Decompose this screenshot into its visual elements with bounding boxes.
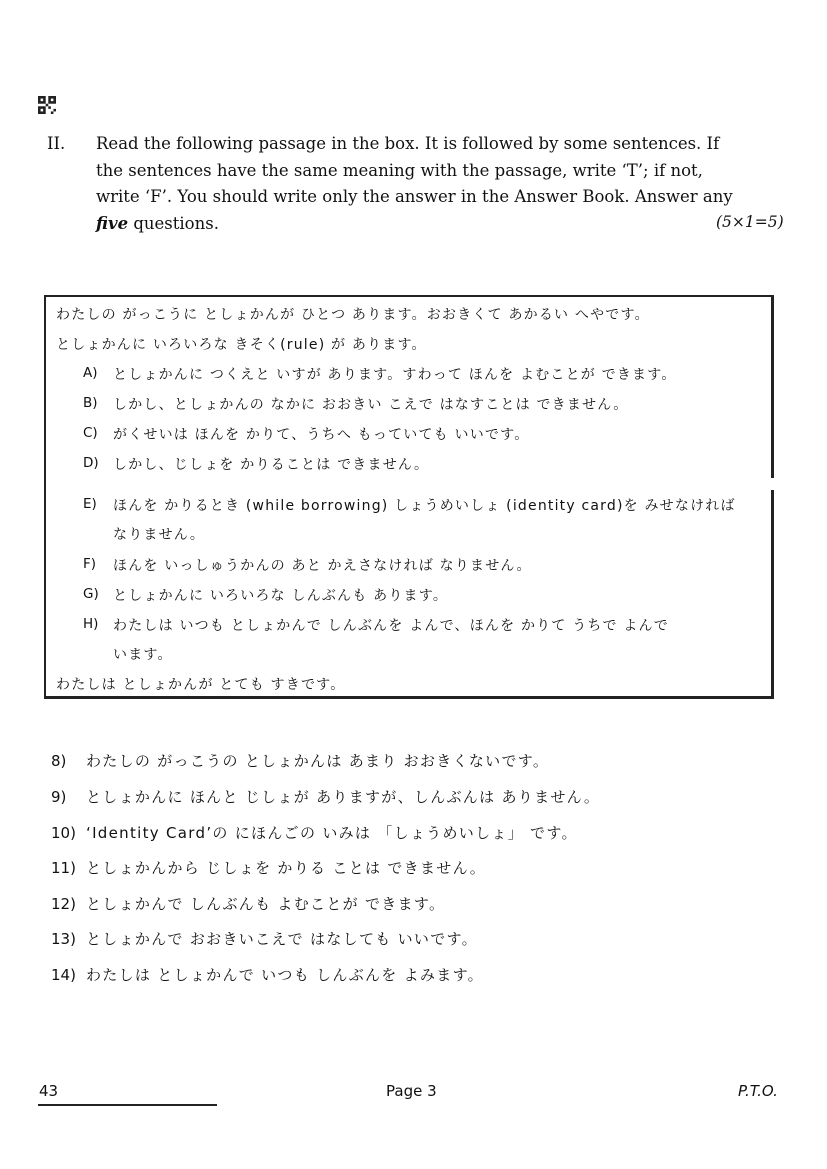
instruction-emphasis: five (96, 213, 129, 233)
qr-code-icon (38, 96, 56, 114)
statement-text: としょかんから じしょを かりる ことは できません。 (86, 859, 487, 877)
rule-label: H) (83, 616, 99, 632)
statement-item (51, 964, 484, 985)
passage-line-1: わたしの がっこうに としょかんが ひとつ あります。おおきくて あかるい へやです。 (56, 307, 650, 323)
instruction-end: questions. (133, 213, 219, 233)
passage-line-2: としょかんに いろいろな きそく(rule) が あります。 (56, 337, 427, 353)
statement-item (51, 750, 549, 771)
statement-item (51, 928, 478, 949)
marks-allocation: (5×1=5) (716, 213, 784, 231)
rule-label: A) (83, 365, 98, 381)
rule-text-continued: なりません。 (113, 527, 206, 543)
rule-label: G) (83, 586, 99, 602)
paper-code: 43 (39, 1082, 59, 1100)
rule-text: しかし、としょかんの なかに おおきい こえで はなすことは できません。 (113, 397, 629, 413)
statement-number: 8) (51, 752, 67, 770)
statement-text: ‘Identity Card’の にほんごの いみは 「しょうめいしょ」 です。 (86, 824, 578, 842)
rule-text: わたしは いつも としょかんで しんぶんを よんで、ほんを かりて うちで よんで (113, 618, 669, 634)
statement-item (51, 857, 486, 878)
statement-text: わたしの がっこうの としょかんは あまり おおきくないです。 (86, 752, 550, 770)
rule-label: B) (83, 395, 98, 411)
statement-item (51, 822, 578, 843)
rule-text: がくせいは ほんを かりて、うちへ もっていても いいです。 (113, 427, 530, 443)
statement-item (51, 786, 600, 807)
rule-text: しかし、じしょを かりることは できません。 (113, 457, 430, 473)
statement-text: わたしは としょかんで いつも しんぶんを よみます。 (86, 966, 484, 984)
rule-label: F) (83, 556, 97, 572)
statement-number: 9) (51, 788, 67, 806)
rule-text: としょかんに つくえと いすが あります。すわって ほんを よむことが できます。 (113, 367, 677, 383)
rule-label: C) (83, 425, 98, 441)
statement-number: 14) (51, 966, 76, 984)
statement-text: としょかんで おおきいこえで はなしても いいです。 (86, 930, 478, 948)
page-number: Page 3 (386, 1082, 437, 1100)
statement-number: 11) (51, 859, 76, 877)
question-number: II. (47, 134, 66, 153)
statement-text: としょかんに ほんと じしょが ありますが、しんぶんは ありません。 (86, 788, 601, 806)
rule-text: ほんを いっしゅうかんの あと かえさなければ なりません。 (113, 558, 532, 574)
statement-number: 12) (51, 895, 76, 913)
rule-text: ほんを かりるとき (while borrowing) しょうめいしょ (identity card)を みせなければ (113, 498, 736, 514)
statement-number: 10) (51, 824, 76, 842)
footer-rule (38, 1104, 217, 1106)
rule-label: D) (83, 455, 99, 471)
question-instruction (96, 131, 746, 237)
please-turn-over: P.T.O. (738, 1082, 778, 1100)
statement-number: 13) (51, 930, 76, 948)
rule-text-continued: います。 (113, 647, 173, 663)
instruction-start: Read the following passage in the box. It is followed by some sentences. If the sentences have the same meaning with the passage, write ‘T’; if not, write ‘F’. You should write only the answer in the Answer Book. Answer any (96, 134, 733, 206)
statement-text: としょかんで しんぶんも よむことが できます。 (86, 895, 446, 913)
rule-text: としょかんに いろいろな しんぶんも あります。 (113, 588, 449, 604)
passage-closing: わたしは としょかんが とても すきです。 (56, 677, 346, 693)
statement-item (51, 893, 445, 914)
rule-label: E) (83, 496, 97, 512)
